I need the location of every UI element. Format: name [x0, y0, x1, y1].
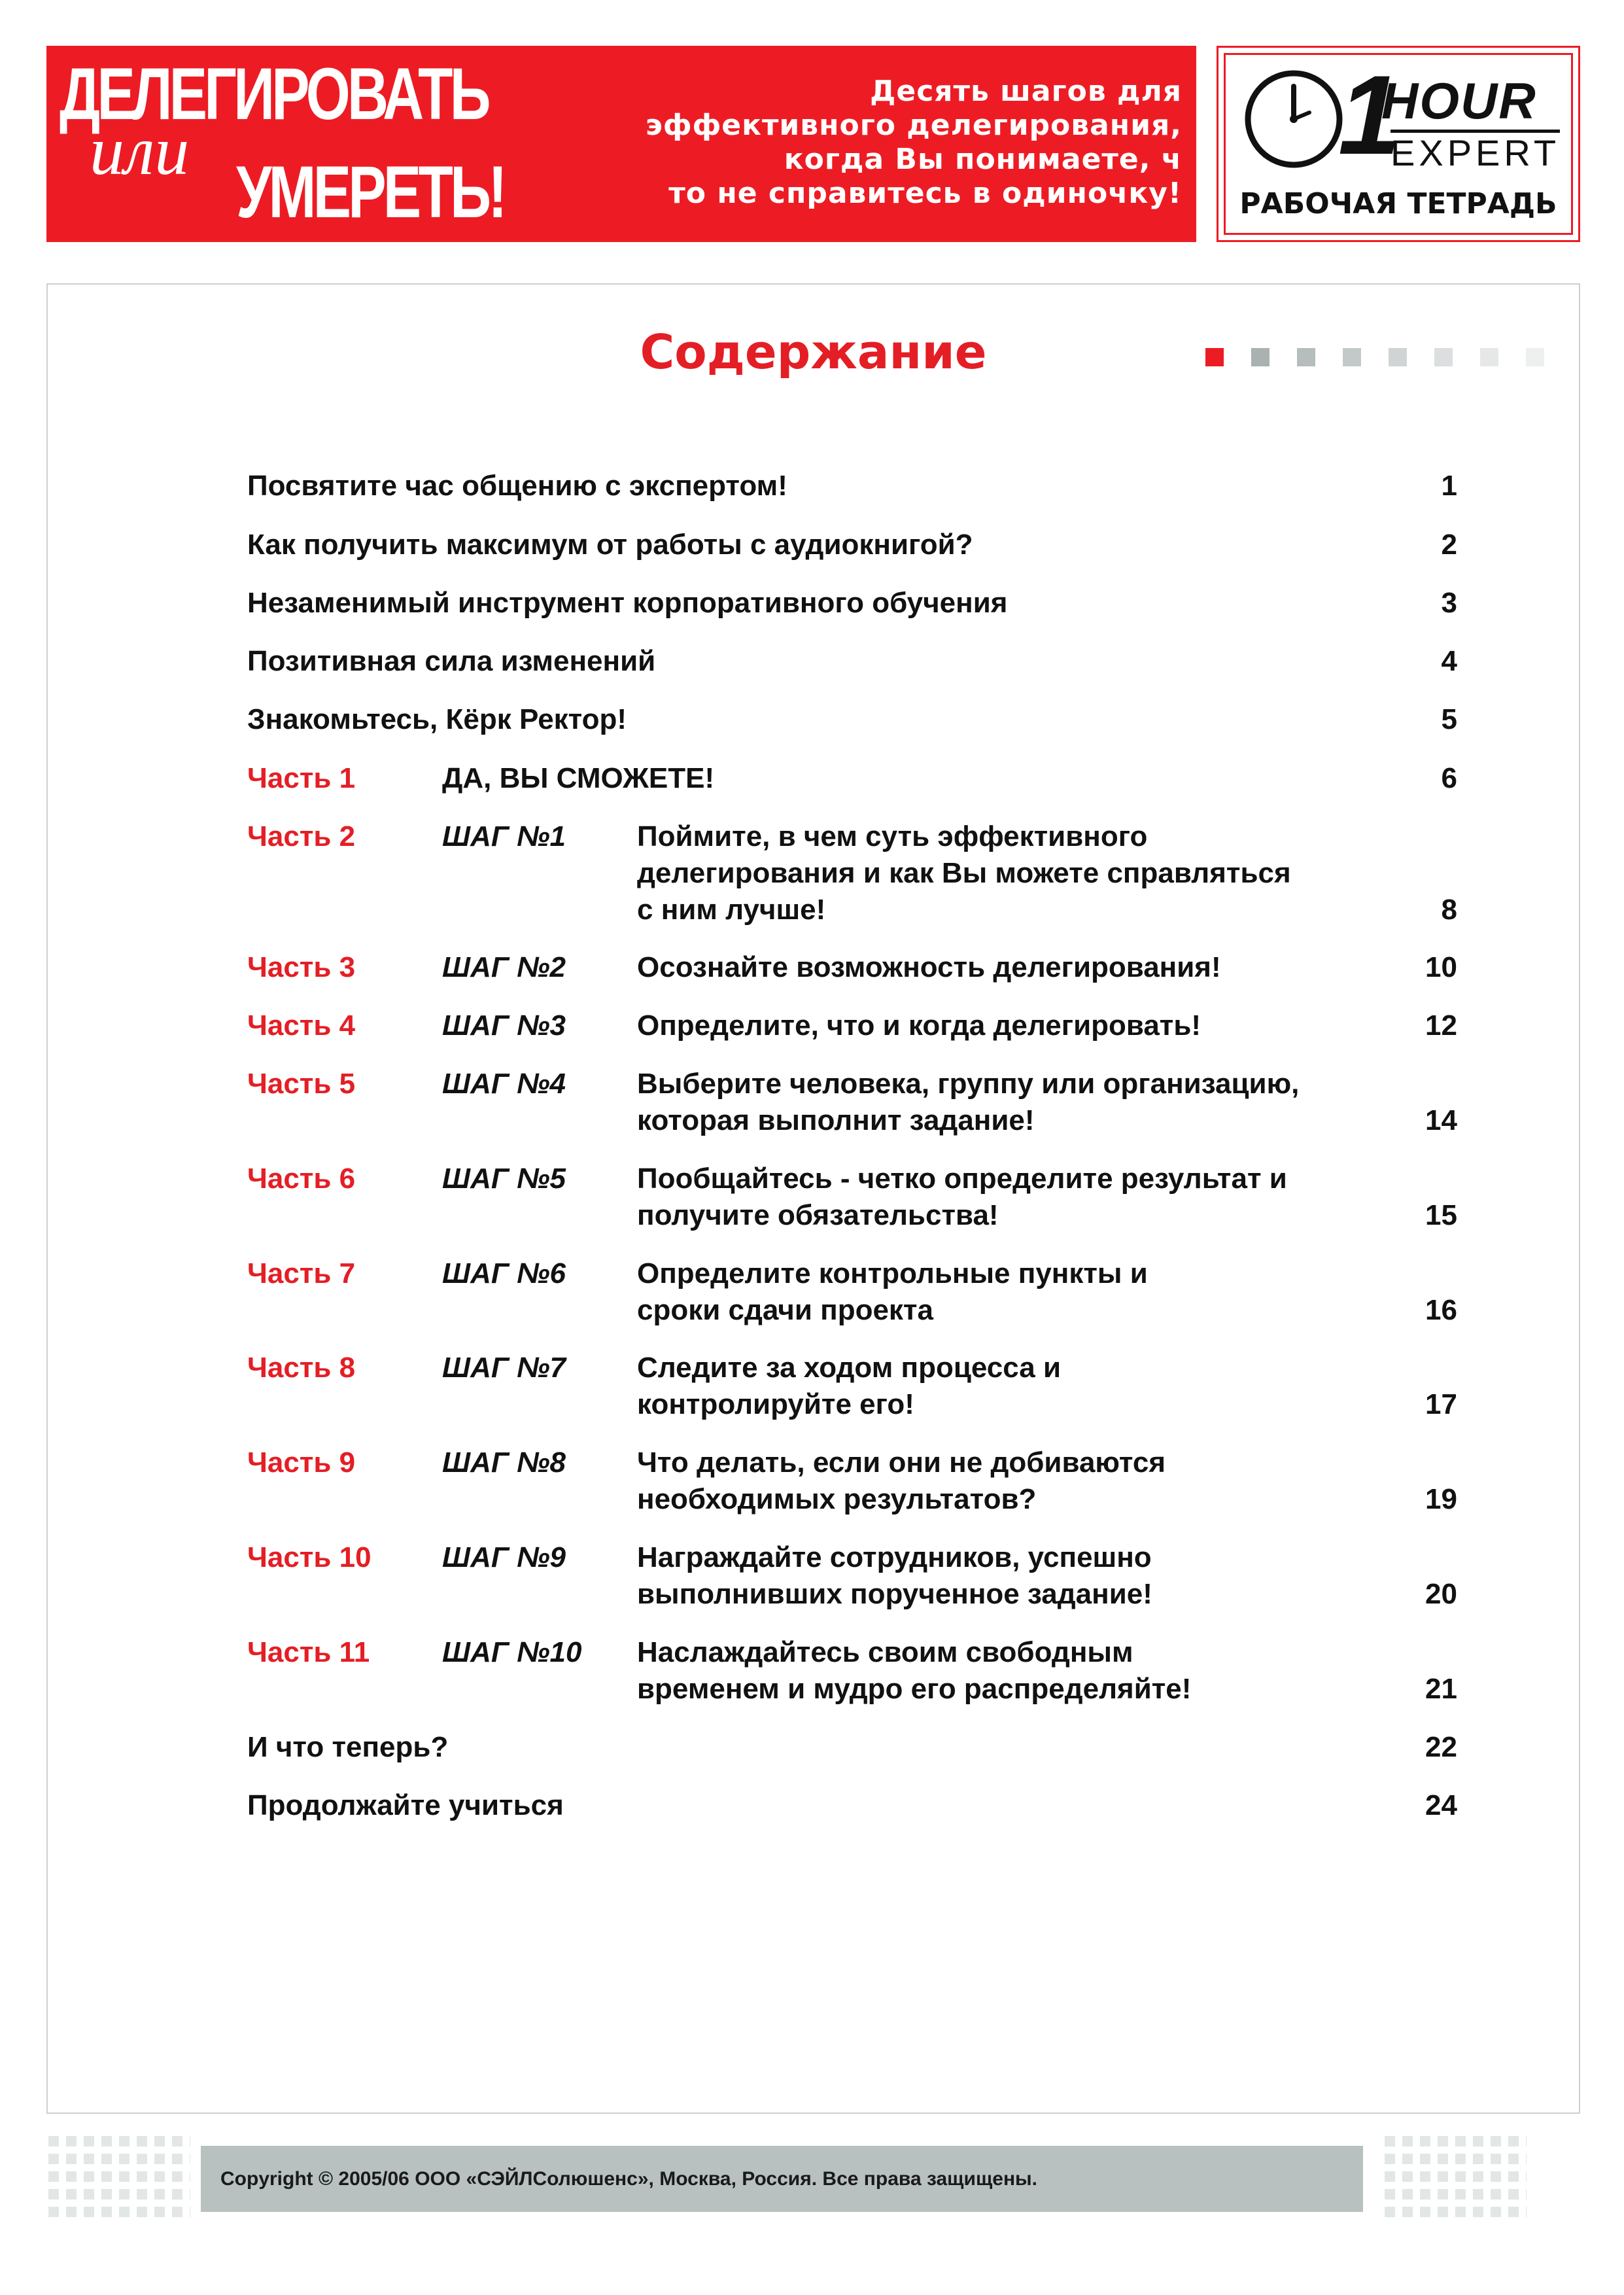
toc-heading: Позитивная сила изменений — [247, 645, 656, 677]
toc-heading — [637, 1161, 1402, 1234]
toc-page-number: 21 — [1425, 1673, 1457, 1705]
toc-heading — [637, 1066, 1402, 1139]
clock-icon — [1241, 67, 1346, 171]
toc-part-label: Часть 9 — [247, 1446, 356, 1479]
progress-square — [1343, 348, 1361, 366]
toc-heading-line: Выберите человека, группу или организацию, — [637, 1068, 1300, 1100]
toc-heading-line: Наслаждайтесь своим свободным — [637, 1636, 1133, 1668]
dot-pattern-left — [46, 2134, 190, 2219]
content-frame — [46, 283, 1580, 2114]
progress-square-active — [1205, 348, 1224, 366]
tagline-line: то не справитесь в одиночку! — [668, 177, 1182, 210]
progress-square — [1434, 348, 1453, 366]
toc-page-number: 4 — [1441, 645, 1457, 677]
toc-part-label: Часть 11 — [247, 1636, 370, 1668]
toc-step-label: ШАГ №6 — [442, 1257, 566, 1289]
progress-square — [1297, 348, 1315, 366]
logo-hour: HOUR — [1381, 72, 1537, 130]
toc-page-number: 10 — [1425, 951, 1457, 983]
toc-heading-line: Определите, что и когда делегировать! — [637, 1009, 1201, 1042]
toc-heading: Знакомьтесь, Кёрк Ректор! — [247, 703, 627, 735]
series-logo — [1217, 46, 1580, 242]
toc-page-number: 20 — [1425, 1578, 1457, 1610]
book-title-line-3: УМЕРЕТЬ! — [236, 151, 504, 233]
toc-page-number: 16 — [1425, 1294, 1457, 1326]
toc-heading-line: которая выполнит задание! — [637, 1104, 1035, 1136]
workbook-label: РАБОЧАЯ ТЕТРАДЬ — [1239, 187, 1557, 220]
toc-part-label: Часть 1 — [247, 762, 356, 794]
toc-page-number: 17 — [1425, 1388, 1457, 1420]
toc-page-number: 22 — [1425, 1731, 1457, 1763]
toc-heading-line: выполнивших порученное задание! — [637, 1578, 1152, 1610]
toc-part-label: Часть 3 — [247, 951, 356, 983]
toc-heading-line: делегирования и как Вы можете справляться — [637, 857, 1291, 889]
toc-step-label: ШАГ №10 — [442, 1636, 582, 1668]
copyright-notice: Copyright © 2005/06 ООО «СЭЙЛСолюшенс», Москва, Россия. Все права защищены. — [220, 2168, 1038, 2190]
toc-step-label: ШАГ №4 — [442, 1068, 566, 1100]
toc-heading — [637, 1255, 1402, 1329]
toc-heading: Как получить максимум от работы с аудиокнигой? — [247, 529, 973, 561]
toc-heading-line: Следите за ходом процесса и — [637, 1352, 1061, 1384]
dot-pattern-right — [1383, 2134, 1527, 2219]
toc-step-label: ШАГ №2 — [442, 951, 566, 983]
book-title — [60, 53, 557, 234]
logo-one: 1 — [1338, 52, 1401, 178]
toc-part-label: Часть 6 — [247, 1163, 356, 1195]
toc-step-label: ШАГ №1 — [442, 820, 566, 852]
book-title-line-1: ДЕЛЕГИРОВАТЬ — [60, 53, 488, 135]
toc-heading-line: получите обязательства! — [637, 1199, 999, 1231]
toc-step-label: ШАГ №9 — [442, 1541, 566, 1573]
logo-inner-frame — [1224, 53, 1573, 235]
toc-heading-line: Пообщайтесь - четко определите результат и — [637, 1163, 1287, 1195]
toc-heading: Продолжайте учиться — [247, 1789, 564, 1821]
toc-heading — [637, 1007, 1402, 1044]
toc-heading-line: контролируйте его! — [637, 1388, 914, 1420]
toc-step-label: ШАГ №7 — [442, 1352, 566, 1384]
toc-part-label: Часть 8 — [247, 1352, 356, 1384]
toc-heading: И что теперь? — [247, 1731, 449, 1763]
toc-heading — [637, 1350, 1402, 1423]
toc-page-number: 14 — [1425, 1104, 1457, 1136]
toc-step-label: ШАГ №8 — [442, 1446, 566, 1479]
logo-expert: EXPERT — [1391, 130, 1560, 172]
toc-page-number: 19 — [1425, 1483, 1457, 1515]
toc-heading-line: Награждайте сотрудников, успешно — [637, 1541, 1152, 1573]
toc-heading-line: временем и мудро его распределяйте! — [637, 1673, 1192, 1705]
toc-page-number: 8 — [1441, 894, 1457, 926]
toc-heading — [637, 1445, 1402, 1518]
progress-square — [1526, 348, 1544, 366]
toc-title: Содержание — [640, 324, 987, 379]
toc-heading: Незаменимый инструмент корпоративного обучения — [247, 587, 1008, 619]
toc-heading: Посвятите час общению с экспертом! — [247, 470, 787, 502]
toc-part-label: Часть 7 — [247, 1257, 356, 1289]
toc-part-label: Часть 2 — [247, 820, 356, 852]
toc-page-number: 5 — [1441, 703, 1457, 735]
toc-heading — [637, 818, 1402, 928]
progress-square — [1480, 348, 1498, 366]
footer-bar — [201, 2146, 1363, 2212]
toc-page-number: 12 — [1425, 1009, 1457, 1042]
progress-square — [1251, 348, 1270, 366]
book-title-line-2: или — [90, 113, 190, 189]
toc-page-number: 2 — [1441, 529, 1457, 561]
toc-heading-line: Поймите, в чем суть эффективного — [637, 820, 1148, 852]
tagline-line: Десять шагов для — [870, 75, 1182, 108]
toc-page-number: 24 — [1425, 1789, 1457, 1821]
tagline-line: когда Вы понимаете, ч — [784, 143, 1182, 176]
tagline — [593, 75, 1182, 211]
progress-square — [1389, 348, 1407, 366]
toc-heading — [637, 1634, 1402, 1708]
toc-heading — [637, 1539, 1402, 1613]
toc-heading-line: Осознайте возможность делегирования! — [637, 951, 1221, 983]
toc-heading-line: сроки сдачи проекта — [637, 1294, 933, 1326]
toc-heading: ДА, ВЫ СМОЖЕТЕ! — [442, 762, 715, 794]
toc-page-number: 15 — [1425, 1199, 1457, 1231]
toc-part-label: Часть 5 — [247, 1068, 356, 1100]
toc-heading-line: с ним лучше! — [637, 894, 826, 926]
toc-page-number: 6 — [1441, 762, 1457, 794]
toc-page-number: 1 — [1441, 470, 1457, 502]
toc-page-number: 3 — [1441, 587, 1457, 619]
toc-step-label: ШАГ №3 — [442, 1009, 566, 1042]
toc-part-label: Часть 4 — [247, 1009, 356, 1042]
header-banner — [46, 46, 1196, 242]
toc-step-label: ШАГ №5 — [442, 1163, 566, 1195]
toc-heading-line: необходимых результатов? — [637, 1483, 1037, 1515]
toc-heading-line: Определите контрольные пункты и — [637, 1257, 1148, 1289]
tagline-line: эффективного делегирования, — [645, 109, 1182, 142]
toc-heading — [637, 949, 1402, 986]
toc-heading-line: Что делать, если они не добиваются — [637, 1446, 1166, 1479]
toc-part-label: Часть 10 — [247, 1541, 371, 1573]
